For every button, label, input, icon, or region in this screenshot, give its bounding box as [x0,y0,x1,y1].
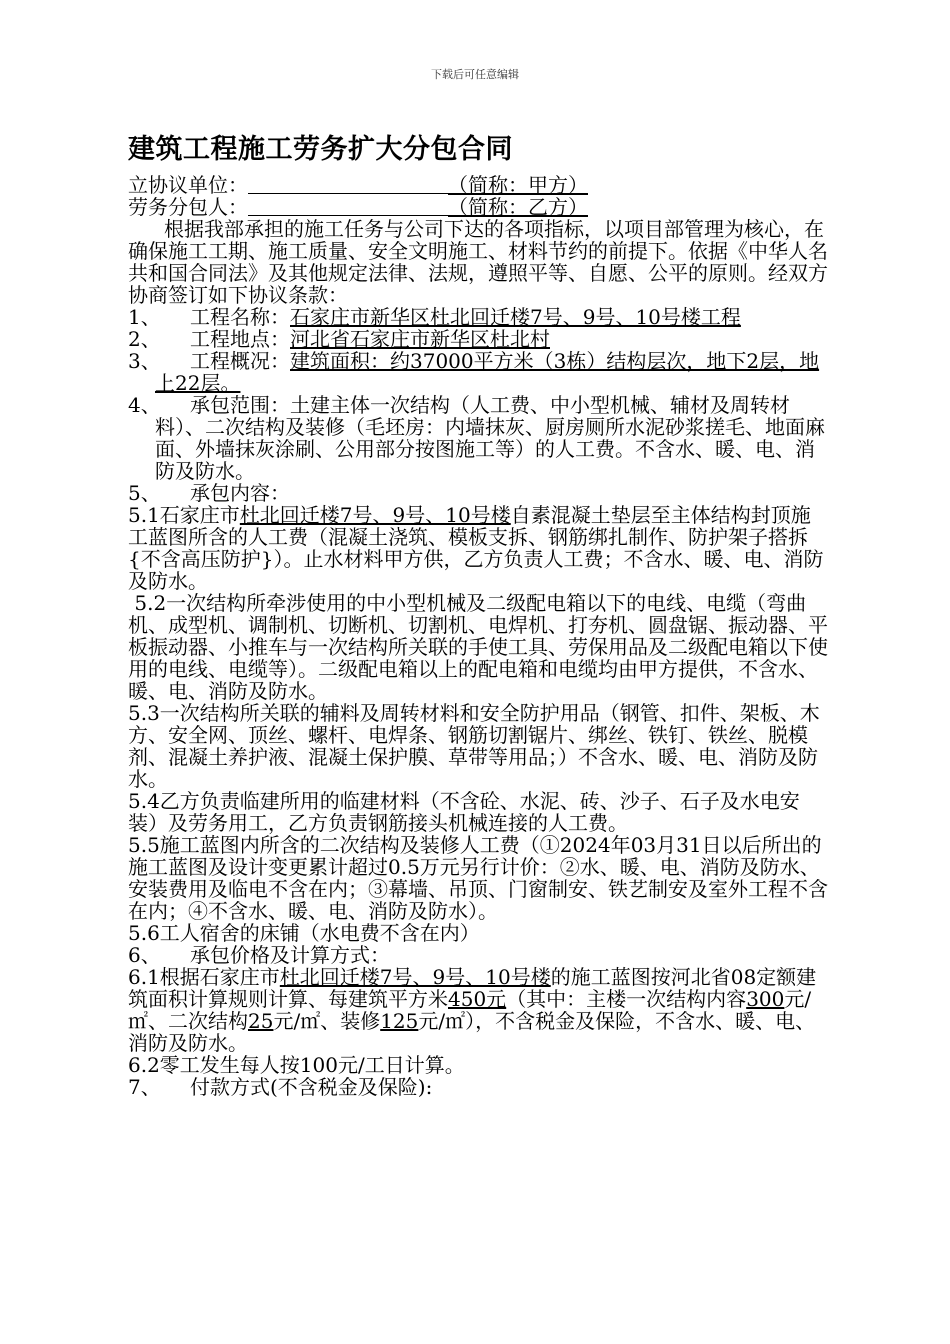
intro-paragraph: 根据我部承担的施工任务与公司下达的各项指标，以项目部管理为核心，在确保施工工期、施工质量、安全文明施工、材料节约的前提下。依据《中华人名共和国合同法》及其他规定法律、法规，遵照平等、自愿、公平的原则。经双方协商签订如下协议条款： [128,217,828,307]
party-b-blank [248,199,448,216]
item-3: 3、 工程概况：建筑面积：约37000平方米（3栋）结构层次，地下2层，地上22层。 [128,349,820,395]
section-5-5: 5.5施工蓝图内所含的二次结构及装修人工费（①2024年03月31日以后所出的施工蓝图及设计变更累计超过0.5万元另行计价：②水、暖、电、消防及防水、安装费用及临电不含在内；③幕墙、吊顶、门窗制安、铁艺制安及室外工程不含在内；④不含水、暖、电、消防及防水）。 [128,833,828,923]
party-b-line [128,196,828,218]
party-b-abbr: （简称：乙方） [448,195,588,219]
section-5-4: 5.4乙方负责临建所用的临建材料（不含砼、水泥、砖、沙子、石子及水电安装）及劳务用工，乙方负责钢筋接头机械连接的人工费。 [128,789,800,835]
party-a-abbr: （简称：甲方） [448,173,588,197]
item-6: 6、 承包价格及计算方式： [128,943,390,967]
party-a-blank [248,177,448,194]
item-4: 4、 承包范围：土建主体一次结构（人工费、中小型机械、辅材及周转材料）、二次结构及装修（毛坯房：内墙抹灰、厨房厕所水泥砂浆搓毛、地面麻面、外墙抹灰涂刷、公用部分按图施工等）的人工费。不含水、暖、电、消防及防水。 [128,393,825,483]
contract-document [128,130,828,1098]
item-7: 7、 付款方式(不含税金及保险): [128,1075,433,1099]
section-5-6: 5.6工人宿舍的床铺（水电费不含在内） [128,921,480,945]
party-a-label: 立协议单位： [128,173,248,197]
header-note: 下载后可任意编辑 [431,68,519,81]
party-b-label: 劳务分包人： [128,195,248,219]
section-5-1: 5.1石家庄市杜北回迁楼7号、9号、10号楼自素混凝土垫层至主体结构封顶施工蓝图所含的人工费（混凝土浇筑、模板支拆、钢筋绑扎制作、防护架子搭拆{不含高压防护}）。止水材料甲方供，乙方负责人工费；不含水、暖、电、消防及防水。 [128,503,824,593]
section-5-2: 5.2一次结构所牵涉使用的中小型机械及二级配电箱以下的电线、电缆（弯曲机、成型机、调制机、切断机、切割机、电焊机、打夯机、圆盘锯、振动器、平板振动器、小推车与一次结构所关联的手使工具、劳保用品及二级配电箱以下使用的电线、电缆等）。二级配电箱以上的配电箱和电缆均由甲方提供，不含水、暖、电、消防及防水。 [128,591,828,703]
section-5-3: 5.3一次结构所关联的辅料及周转材料和安全防护用品（钢管、扣件、架板、木方、安全网、顶丝、螺杆、电焊条、钢筋切割锯片、绑丝、铁钉、铁丝、脱模剂、混凝土养护液、混凝土保护膜、草带等用品；）不含水、暖、电、消防及防水。 [128,701,820,791]
document-title: 建筑工程施工劳务扩大分包合同 [128,134,513,165]
item-5: 5、 承包内容： [128,481,290,505]
item-2: 2、 工程地点：河北省石家庄市新华区杜北村 [128,327,550,351]
item-1: 1、 工程名称：石家庄市新华区杜北回迁楼7号、9号、10号楼工程 [128,305,741,329]
party-a-line [128,174,828,196]
section-6-1: 6.1根据石家庄市杜北回迁楼7号、9号、10号楼的施工蓝图按河北省08定额建筑面积计算规则计算、每建筑平方米450元（其中：主楼一次结构内容300元/㎡、二次结构25元/㎡、装修125元/㎡），不含税金及保险，不含水、暖、电、消防及防水。 [128,965,817,1055]
section-6-2: 6.2零工发生每人按100元/工日计算。 [128,1053,465,1077]
